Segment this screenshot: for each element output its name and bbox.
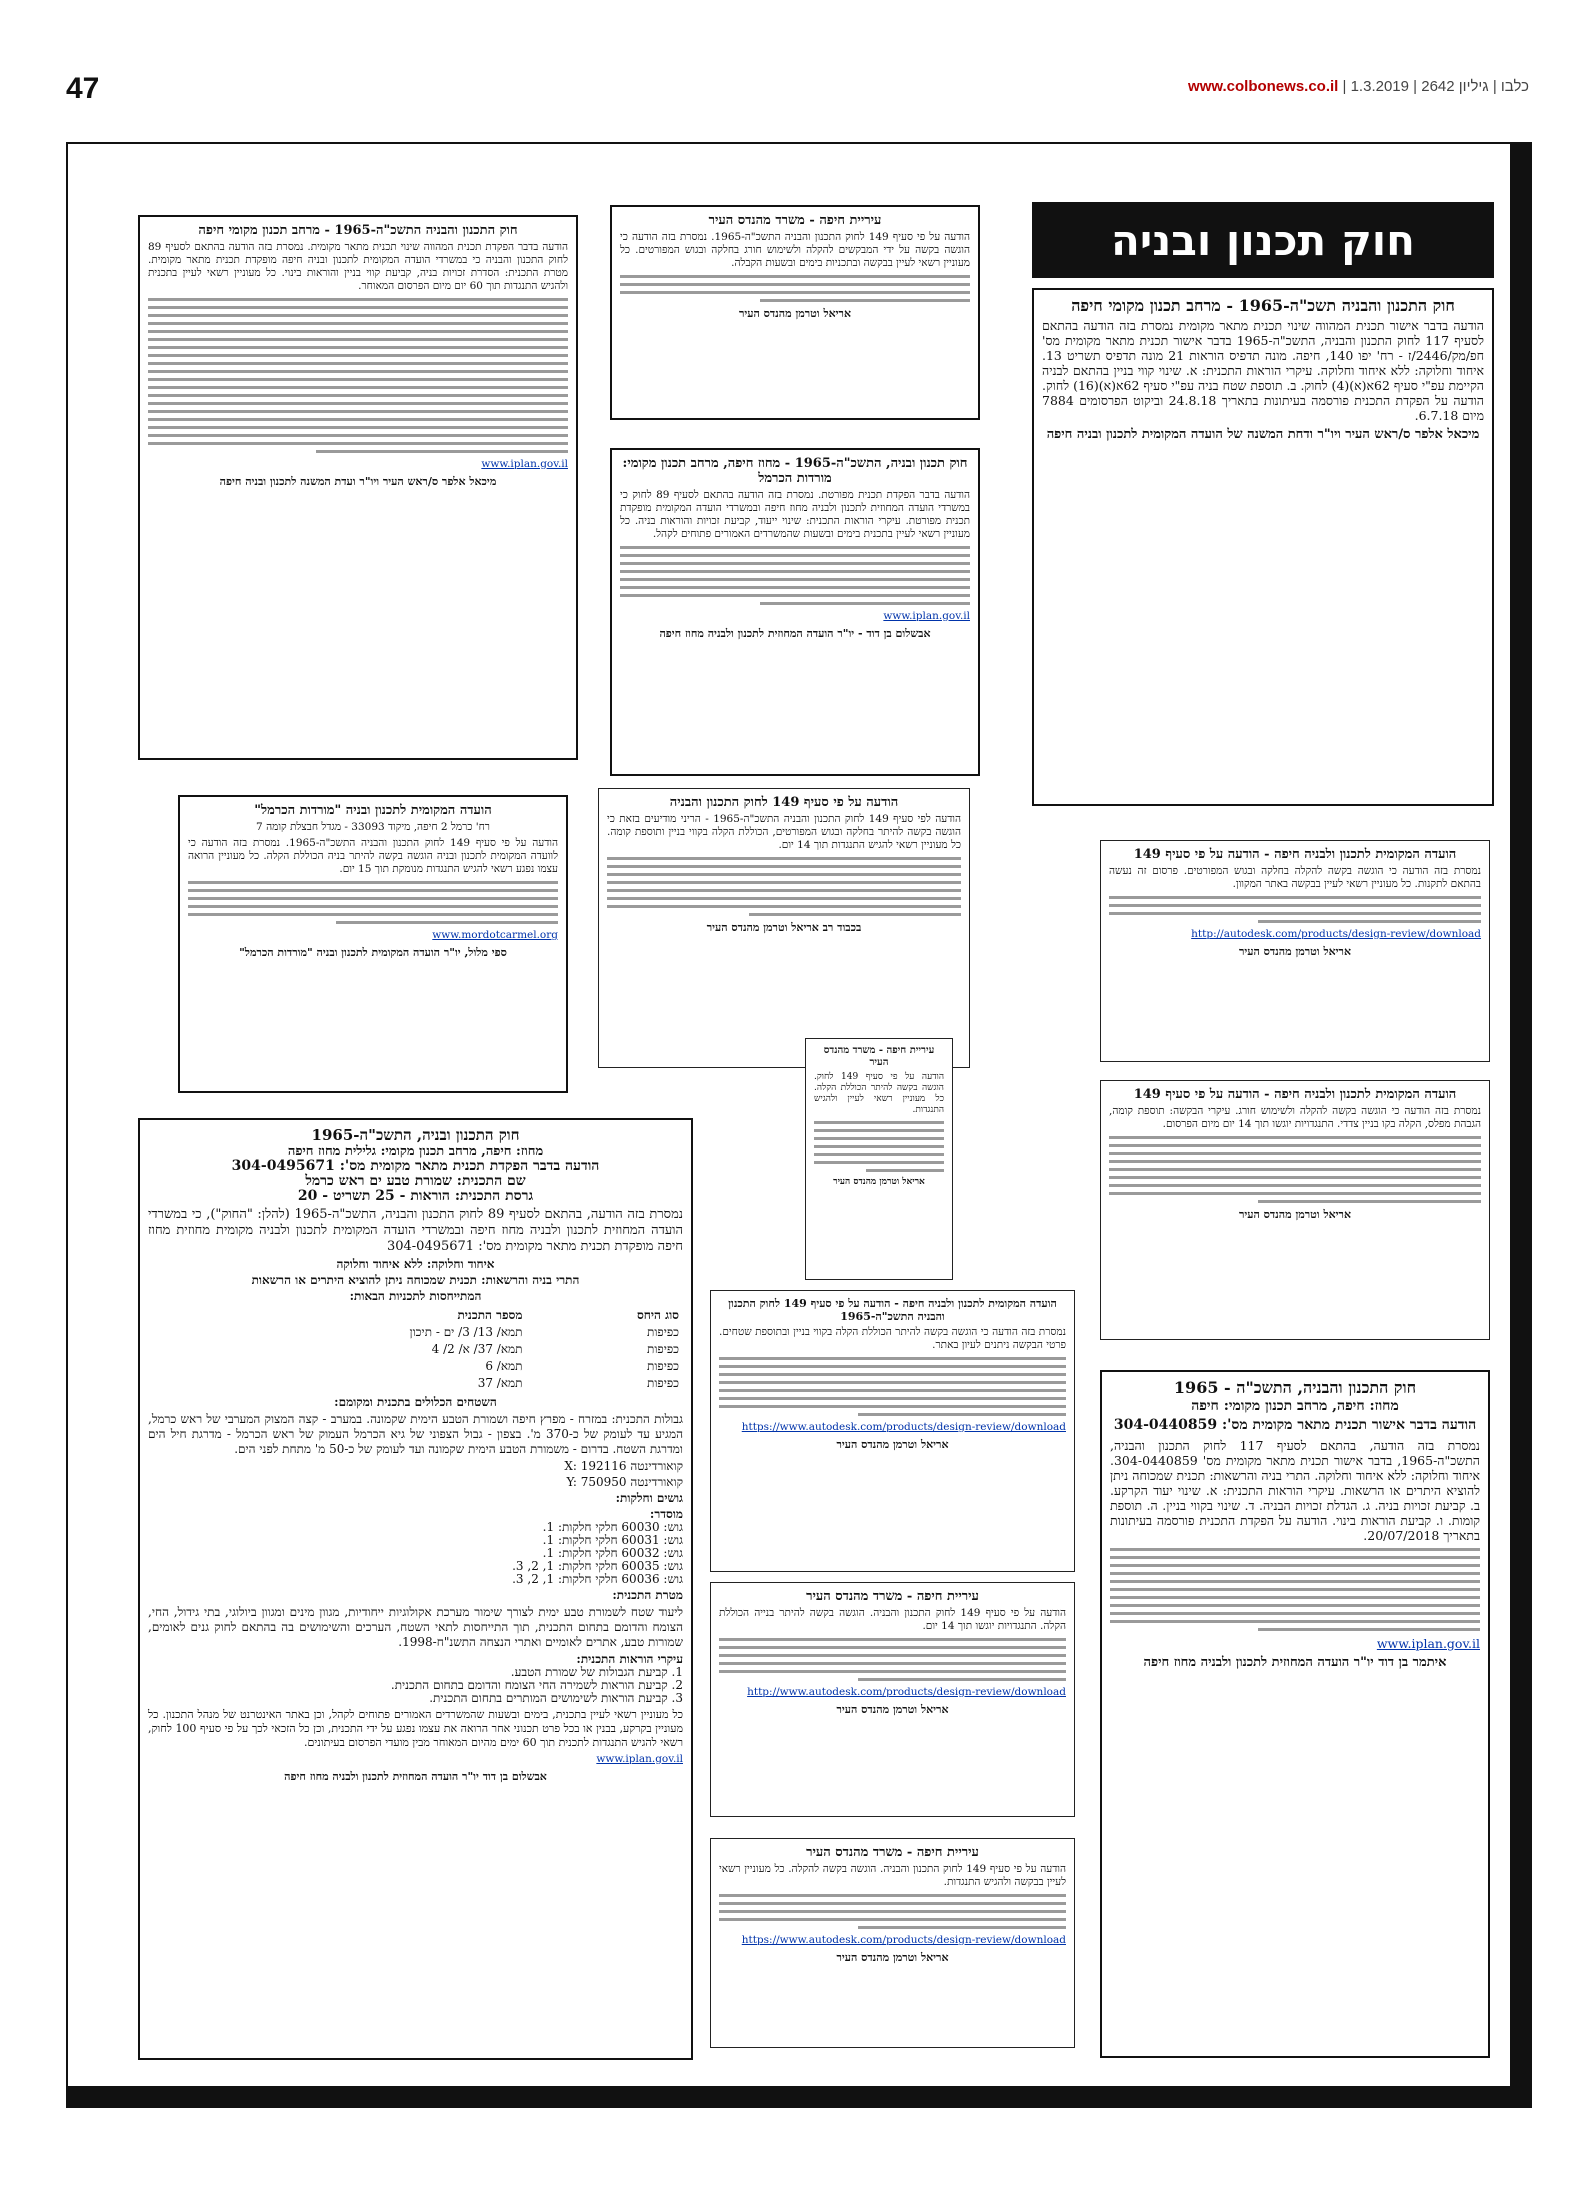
notice-link[interactable]: http://www.autodesk.com/products/design-review/download: [747, 1686, 1066, 1698]
notice-permits: התרי בניה והרשאות: תכנית שמכוחה ניתן להוציא היתרים או הרשאות: [251, 1273, 580, 1287]
table-cell: תמא/ 37: [477, 1376, 523, 1390]
notice-signature: אבשלום בן דוד - יו"ר הועדה המחוזית לתכנון ולבניה מחוז חיפה: [659, 627, 931, 640]
notice-big-left: [138, 1118, 693, 2060]
notice-parcels-label: גושים וחלקות:: [615, 1491, 683, 1505]
notice-body: הודעה על פי סעיף 149 לחוק התכנון והבניה התשכ"ה-1965. נמסרת בזה הודעה כי לוועדה המקומית לתכנון ובניה הוגשה בקשה להיתר בניה הכוללת הקלה. כל מעוניין הרואה עצמו נפגע רשאי להגיש התנגדות מנומקת תוך 15 יום.: [188, 837, 558, 875]
notice-body: הודעה על פי סעיף 149 לחוק התכנון והבניה. הוגשה בקשה להיתר בנייה הכוללת הקלה. התנגדויות יוגשו תוך 14 יום.: [719, 1607, 1066, 1632]
notice-right-mid-1: [1100, 840, 1490, 1062]
notice-signature: מיכאל אלפר ס/ראש העיר ויו"ר ועדת המשנה לתכנון ובניה חיפה: [219, 475, 497, 488]
notice-small-center: [805, 1038, 953, 1280]
notice-link[interactable]: https://www.autodesk.com/products/design-review/download: [741, 1421, 1066, 1433]
table-row: [148, 1324, 683, 1341]
notice-main-right: [1032, 288, 1494, 806]
notice-body: הודעה על פי סעיף 149 לחוק התכנון והבניה. הוגשה בקשה להקלה. כל מעוניין רשאי לעיין בבקשה ולהגיש התנגדות.: [719, 1863, 1066, 1888]
page-header: [0, 0, 1595, 130]
table-row: [148, 1375, 683, 1392]
notice-signature: אריאל וטרמן מהנדס העיר: [836, 1703, 949, 1716]
notice-body: הודעה בדבר הפקדת תכנית המהווה שינוי תכנית מתאר מקומית. נמסרת בזה הודעה בהתאם לסעיף 89 לחוק התכנון והבניה כי במשרדי הועדה המקומית לתכנון ובניה חיפה מופקדת תכנית מתאר מקומית. מטרת התכנית: הסדרת זכויות בניה, קביעת קווי בניין והוראות בינוי. כל מעוניין רשאי לעיין בתכנית ולהגיש התנגדות תוך 60 יום מיום הפרסום המאוחר.: [148, 241, 568, 292]
notice-subtitle: רח' כרמל 2 חיפה, מיקוד 33093 - מגדל חבצלת קומה 7: [256, 821, 490, 833]
notice-title: הועדה המקומית לתכנון ולבניה חיפה - הודעה על פי סעיף 149: [1133, 847, 1457, 862]
notice-fine-print: [607, 857, 961, 916]
notice-title: חוק תכנון ובניה, התשכ"ה-1965 - מחוז חיפה, מרחב תכנון מקומי: מורדות הכרמל: [622, 456, 968, 486]
notice-fine-print: [1109, 896, 1481, 923]
header-paper: כלבו: [1500, 78, 1529, 95]
table-cell: תמא/ 6: [485, 1359, 523, 1373]
notice-signature: אריאל וטרמן מהנדס העיר: [833, 1177, 925, 1187]
notice-link[interactable]: www.iplan.gov.il: [481, 458, 568, 470]
notice-left-mid: [178, 795, 568, 1093]
notice-fine-print: [719, 1894, 1066, 1929]
notice-fine-print: [620, 546, 970, 605]
notice-body: הודעה על פי סעיף 149 לחוק. הוגשה בקשה להיתר הכוללת הקלה. כל מעוניין רשאי לעיין ולהגיש התנגדות.: [814, 1072, 944, 1115]
notice-right-mid-2: [1100, 1080, 1490, 1340]
notice-link[interactable]: www.iplan.gov.il: [1376, 1636, 1480, 1651]
notice-merge: איחוד וחלוקה: ללא איחוד וחלוקה: [336, 1257, 495, 1271]
notice-body: הודעה בדבר הפקדת תכנית מפורטת. נמסרת בזה הודעה בהתאם לסעיף 89 לחוק כי במשרדי הועדה המחוזית לתכנון ולבניה מחוז חיפה ובמשרדי הועדה המקומית מופקדת תכנית מפורטת. עיקרי הוראות התכנית: שינוי ייעוד, קביעת זכויות והוראות בניה. כל מעוניין רשאי לעיין בתכנית בימים ובשעות שהמשרדים האמורים פתוחים לקהל.: [620, 489, 971, 540]
related-plans-table: [148, 1307, 683, 1392]
notice-body: הודעה בדבר אישור תכנית המהווה שינוי תכנית מתאר מקומית נמסרת בזה הודעה בהתאם לסעיף 117 לחוק התכנון והבניה, התשכ"ה-1965 בדבר אישור תכנית מתאר מקומית מס' חפ/מק/2446/ז - רח' יפו 140, חיפה. מונה תדפיס הוראות 21 מונה תדפיס תשריט 13. איחוד וחלוקה: ללא איחוד וחלוקה. עיקרי הוראות התכנית: א. שינוי קווי בניין בהתאם לבניה הקיימת עפ"י סעיף 62א(א)(4) לחוק. ב. תוספת שטח בניה עפ"י סעיף 62א(א)(16) לחוק. הודעה על הפקדת התכנית פורסמה בעיתונות בתאריך 24.8.18 וביקוט הפרסומים 7884 מיום 6.7.18.: [1042, 318, 1484, 423]
notice-fine-print: [1109, 1136, 1481, 1203]
notice-parcels-sub: מוסדר:: [649, 1507, 683, 1521]
notice-center-low-3: [710, 1838, 1075, 2048]
notice-title: חוק התכנון ובניה, התשכ"ה-1965: [311, 1126, 520, 1144]
notice-title: עיריית חיפה - משרד מהנדס העיר: [806, 1845, 979, 1860]
notice-body: נמסרת בזה הודעה כי הוגשה בקשה להקלה בחלקה ובגוש המפורטים. פרסום זה נעשה בהתאם לתקנות. כל מעוניין רשאי לעיין בבקשה באתר המקוון.: [1109, 865, 1481, 890]
table-row: [148, 1358, 683, 1375]
notice-fine-print: [188, 881, 558, 924]
table-header-cell: מספר התכנית: [457, 1308, 523, 1322]
header-issue: גיליון 2642: [1421, 78, 1489, 95]
notice-body: הודעה לפי סעיף 149 לחוק התכנון והבניה התשכ"ה-1965 - הריני מודיעים בזאת כי הוגשה בקשה להיתר בחלקה ובגוש המפורטים, הכוללת הקלה בקווי בניין ותוספת קומה. כל מעוניין רשאי להגיש התנגדות תוך 14 יום.: [607, 813, 961, 851]
notice-title: הועדה המקומית לתכנון ולבניה חיפה - הודעה על פי סעיף 149: [1133, 1087, 1457, 1102]
parcel-item: גוש: 60031 חלקי חלקות: 1.: [542, 1533, 683, 1547]
notice-areas: השטחים הכלולים בתכנית ומקומם:: [334, 1395, 497, 1409]
notice-coord-x: קואורדינטה X: 192116: [564, 1459, 683, 1473]
notice-fine-print: [1110, 1548, 1480, 1631]
notice-title: הועדה המקומית לתכנון ובניה "מורדות הכרמל": [254, 803, 492, 818]
notice-link[interactable]: http://autodesk.com/products/design-review/download: [1191, 928, 1481, 940]
parcel-item: גוש: 60030 חלקי חלקות: 1.: [542, 1520, 683, 1534]
notice-signature: אריאל וטרמן מהנדס העיר: [836, 1438, 949, 1451]
notice-center-low-1: [710, 1290, 1075, 1572]
notice-title: חוק התכנון והבניה תשכ"ה-1965 - מרחב תכנון מקומי חיפה: [1071, 296, 1455, 315]
table-header-cell: סוג היחס: [636, 1308, 679, 1322]
notice-fine-print: [814, 1121, 944, 1172]
notice-top-left: [138, 215, 578, 760]
notice-signature: אריאל וטרמן מהנדס העיר: [1238, 945, 1352, 958]
table-cell: כפיפות: [647, 1376, 679, 1390]
header-date: 1.3.2019: [1350, 78, 1409, 95]
notice-purpose-label: מטרת התכנית:: [612, 1588, 683, 1602]
notice-plan-version: גרסת התכנית: הוראות - 25 תשריט - 20: [297, 1188, 534, 1204]
notice-plan-name: שם התכנית: שמורת טבע ים ראש כרמל: [305, 1173, 526, 1189]
notice-fine-print: [148, 298, 568, 453]
table-row: [148, 1341, 683, 1358]
notice-title: חוק התכנון והבניה התשכ"ה-1965 - מרחב תכנון מקומי חיפה: [198, 223, 518, 238]
table-header-row: [148, 1307, 683, 1324]
notice-coord-y: קואורדינטה Y: 750950: [566, 1475, 683, 1489]
frame-shadow-bottom: [66, 2086, 1532, 2108]
main-item: 2. קביעת הוראות לשמירה החי הצומח והדומם בתחום התכנית.: [390, 1678, 683, 1692]
notice-related: המתייחסות לתכניות הבאות:: [349, 1289, 482, 1303]
notice-top-center: [610, 205, 980, 420]
notice-plan-number: הודעה בדבר אישור תכנית מתאר מקומית מס': 304-0440859: [1113, 1417, 1477, 1433]
table-cell: כפיפות: [647, 1342, 679, 1356]
notice-center-low-2: [710, 1582, 1075, 1817]
notice-right-low: [1100, 1370, 1490, 2058]
table-cell: כפיפות: [647, 1325, 679, 1339]
notice-body: נמסרת בזה הודעה כי הוגשה בקשה להקלה ולשימוש חורג. עיקרי הבקשה: תוספת קומה, הגבהת מפלס, הקלה בקו בניין צדדי. התנגדויות יוגשו תוך 14 יום מיום הפרסום.: [1109, 1105, 1481, 1130]
notice-fine-print: [719, 1638, 1066, 1681]
table-cell: כפיפות: [647, 1359, 679, 1373]
notice-signature: בכבוד רב אריאל וטרמן מהנדס העיר: [706, 921, 862, 934]
notice-signature: ספי מלול, יו"ר הועדה המקומית לתכנון ובניה "מורדות הכרמל": [239, 946, 507, 959]
notice-closing: כל מעוניין רשאי לעיין בתכנית, בימים ובשעות שהמשרדים האמורים פתוחים לקהל, וכן באתר האינטרנט של מנהל התכנון. כל מעוניין בקרקע, בבנין או בכל פרט תכנוני אחר הרואה את עצמו נפגע על ידי התכנית, וכן כל הזכאי לכך על פי סעיף 100 לחוק, רשאי להגיש התנגדות לתכנית תוך 60 ימים מהיום המאוחר מבין מועדי הפרסום בעיתונים.: [148, 1708, 683, 1749]
notice-signature: אריאל וטרמן מהנדס העיר: [738, 307, 852, 320]
parcel-item: גוש: 60036 חלקי חלקות: 1, 2, 3.: [512, 1572, 683, 1586]
parcel-item: גוש: 60035 חלקי חלקות: 1, 2, 3.: [512, 1559, 683, 1573]
notice-center-mid: [598, 788, 970, 1068]
main-item: 1. קביעת הגבולות של שמורת הטבע.: [510, 1665, 683, 1679]
notice-fine-print: [719, 1357, 1066, 1416]
notice-title: הודעה על פי סעיף 149 לחוק התכנון והבניה: [669, 795, 899, 810]
notice-link[interactable]: https://www.autodesk.com/products/design-review/download: [741, 1934, 1066, 1946]
notice-body: נמסרת בזה הודעה כי הוגשה בקשה להיתר הכוללת הקלה בקווי בניין ובתוספת שטחים. פרטי הבקשה ניתנים לעיון באתר.: [719, 1326, 1066, 1351]
notice-title: עיריית חיפה - משרד מהנדס העיר: [823, 1045, 935, 1068]
notice-title: עיריית חיפה - משרד מהנדס העיר: [806, 1589, 979, 1604]
header-site[interactable]: www.colbonews.co.il: [1188, 78, 1339, 95]
notice-link[interactable]: www.mordotcarmel.org: [432, 929, 558, 941]
table-cell: תמא/ 13/ 3/ ים - תיכון: [409, 1325, 523, 1339]
notice-district: מחוז: חיפה, מרחב תכנון מקומי: גלילית מחוז חיפה: [287, 1144, 544, 1159]
notice-signature: אריאל וטרמן מהנדס העיר: [836, 1951, 949, 1964]
frame-shadow-right: [1510, 142, 1532, 2108]
header-meta: www.colbonews.co.il | כלבו | גיליון 2642 | 1.3.2019: [1188, 78, 1529, 95]
section-title: חוק תכנון ובניה: [1032, 202, 1494, 278]
page-number: 47: [66, 72, 100, 105]
notice-center-two: [610, 448, 980, 776]
table-cell: תמא/ 37/ א/ 2/ 4: [431, 1342, 523, 1356]
notice-signature: אבשלום בן דוד יו"ר הועדה המחוזית לתכנון ולבניה מחוז חיפה: [284, 1770, 547, 1783]
notice-title: חוק התכנון והבניה, התשכ"ה - 1965: [1173, 1378, 1417, 1397]
notice-purpose: ליעוד שטח לשמורת טבע ימית לצורך שימור מערכת אקולוגיות ייחודיות, מגוון מינים ומגוון ביולוגי, בתי גידול, החי, הצומח והדומם בתחום התכנית, תוך התייחסות לתאי השטח, הערכים והשימושים בה בהתאם לחוק גנים לאומים, שמורות טבע, אתרים לאומיים ואתרי הנצחה התשנ"ח-1998.: [148, 1605, 683, 1649]
notice-body: נמסרת בזה הודעה, בהתאם לסעיף 117 לחוק התכנון והבניה, התשכ"ה-1965, בדבר אישור תכנית מתאר מקומית מס' 304-0440859. איחוד וחלוקה: ללא איחוד וחלוקה. התרי בניה והרשאות: תכנית שמכוחה ניתן להוציא היתרים או הרשאות. עיקרי הוראות התכנית: א. שינוי יעוד הקרקע. ב. קביעת זכויות בניה. ג. הגדלת זכויות הבניה. ד. שינוי בקווי בניין. ה. תוספת קומות. ו. קביעת הוראות בינוי. הודעה על הפקדת התכנית פורסמה בעיתונות בתאריך 20/07/2018.: [1110, 1438, 1480, 1543]
notice-boundaries: גבולות התכנית: במזרח - מפרץ חיפה ושמורת הטבע הימית שקמונה. במערב - קצה המצוק המערבי של ראש כרמל, המגיע עד לעומק של כ-370 מ'. בצפון - גבול הצפוני של גיא הכרמל העמוק של ראש הכרמל - מדרגת חיל הים ומדרגת השטח. בדרום - משמורת הטבע הימית שקמונה ועד לעומק של כ-50 מ' מתחת לפני הים.: [148, 1412, 684, 1456]
notice-body: הודעה על פי סעיף 149 לחוק התכנון והבניה התשכ"ה-1965. נמסרת בזה הודעה כי הוגשה בקשה על ידי המבקשים להקלה ולשימוש חורג בחלקה ובגוש המפורטים. כל מעוניין רשאי לעיין בבקשה ובתכניות בימים ובשעות הקבלה.: [620, 231, 970, 269]
main-item: 3. קביעת הוראות לשימושים המותרים בתחום התכנית.: [429, 1691, 683, 1705]
notice-link[interactable]: www.iplan.gov.il: [596, 1753, 683, 1765]
notice-district: מחוז: חיפה, מרחב תכנון מקומי: חיפה: [1191, 1398, 1399, 1414]
notice-main-label: עיקרי הוראות התכנית:: [576, 1652, 683, 1666]
notice-title: הועדה המקומית לתכנון ולבניה חיפה - הודעה על פי סעיף 149 לחוק התכנון והבניה התשכ"ה-1965: [728, 1297, 1057, 1323]
notice-signature: איתמר בן דוד יו"ר הועדה המחוזית לתכנון ולבניה מחוז חיפה: [1143, 1655, 1447, 1670]
notice-link[interactable]: www.iplan.gov.il: [883, 610, 970, 622]
notice-signature: אריאל וטרמן מהנדס העיר: [1238, 1208, 1352, 1221]
notice-plan-number: הודעה בדבר הפקדת תכנית מתאר מקומית מס': 304-0495671: [231, 1158, 600, 1174]
notice-signature: מיכאל אלפר ס/ראש העיר ויו"ר ודחת המשנה של הועדה המקומית לתכנון ובניה חיפה: [1046, 427, 1480, 442]
parcel-item: גוש: 60032 חלקי חלקות: 1.: [542, 1546, 683, 1560]
notice-title: עיריית חיפה - משרד מהנדס העיר: [708, 213, 882, 228]
notice-fine-print: [620, 275, 970, 302]
notice-body: נמסרת בזה הודעה, בהתאם לסעיף 89 לחוק התכנון והבניה, התשכ"ה-1965 (להלן: "החוק"), כי במשרדי הועדה המחוזית לתכנון ולבניה מחוז חיפה ובמשרדי הועדה המקומית לתכנון ולבניה מקומית מחוזית מחוז חיפה מופקדת תכנית מתאר מקומית מס': 304-0495671: [148, 1207, 684, 1254]
